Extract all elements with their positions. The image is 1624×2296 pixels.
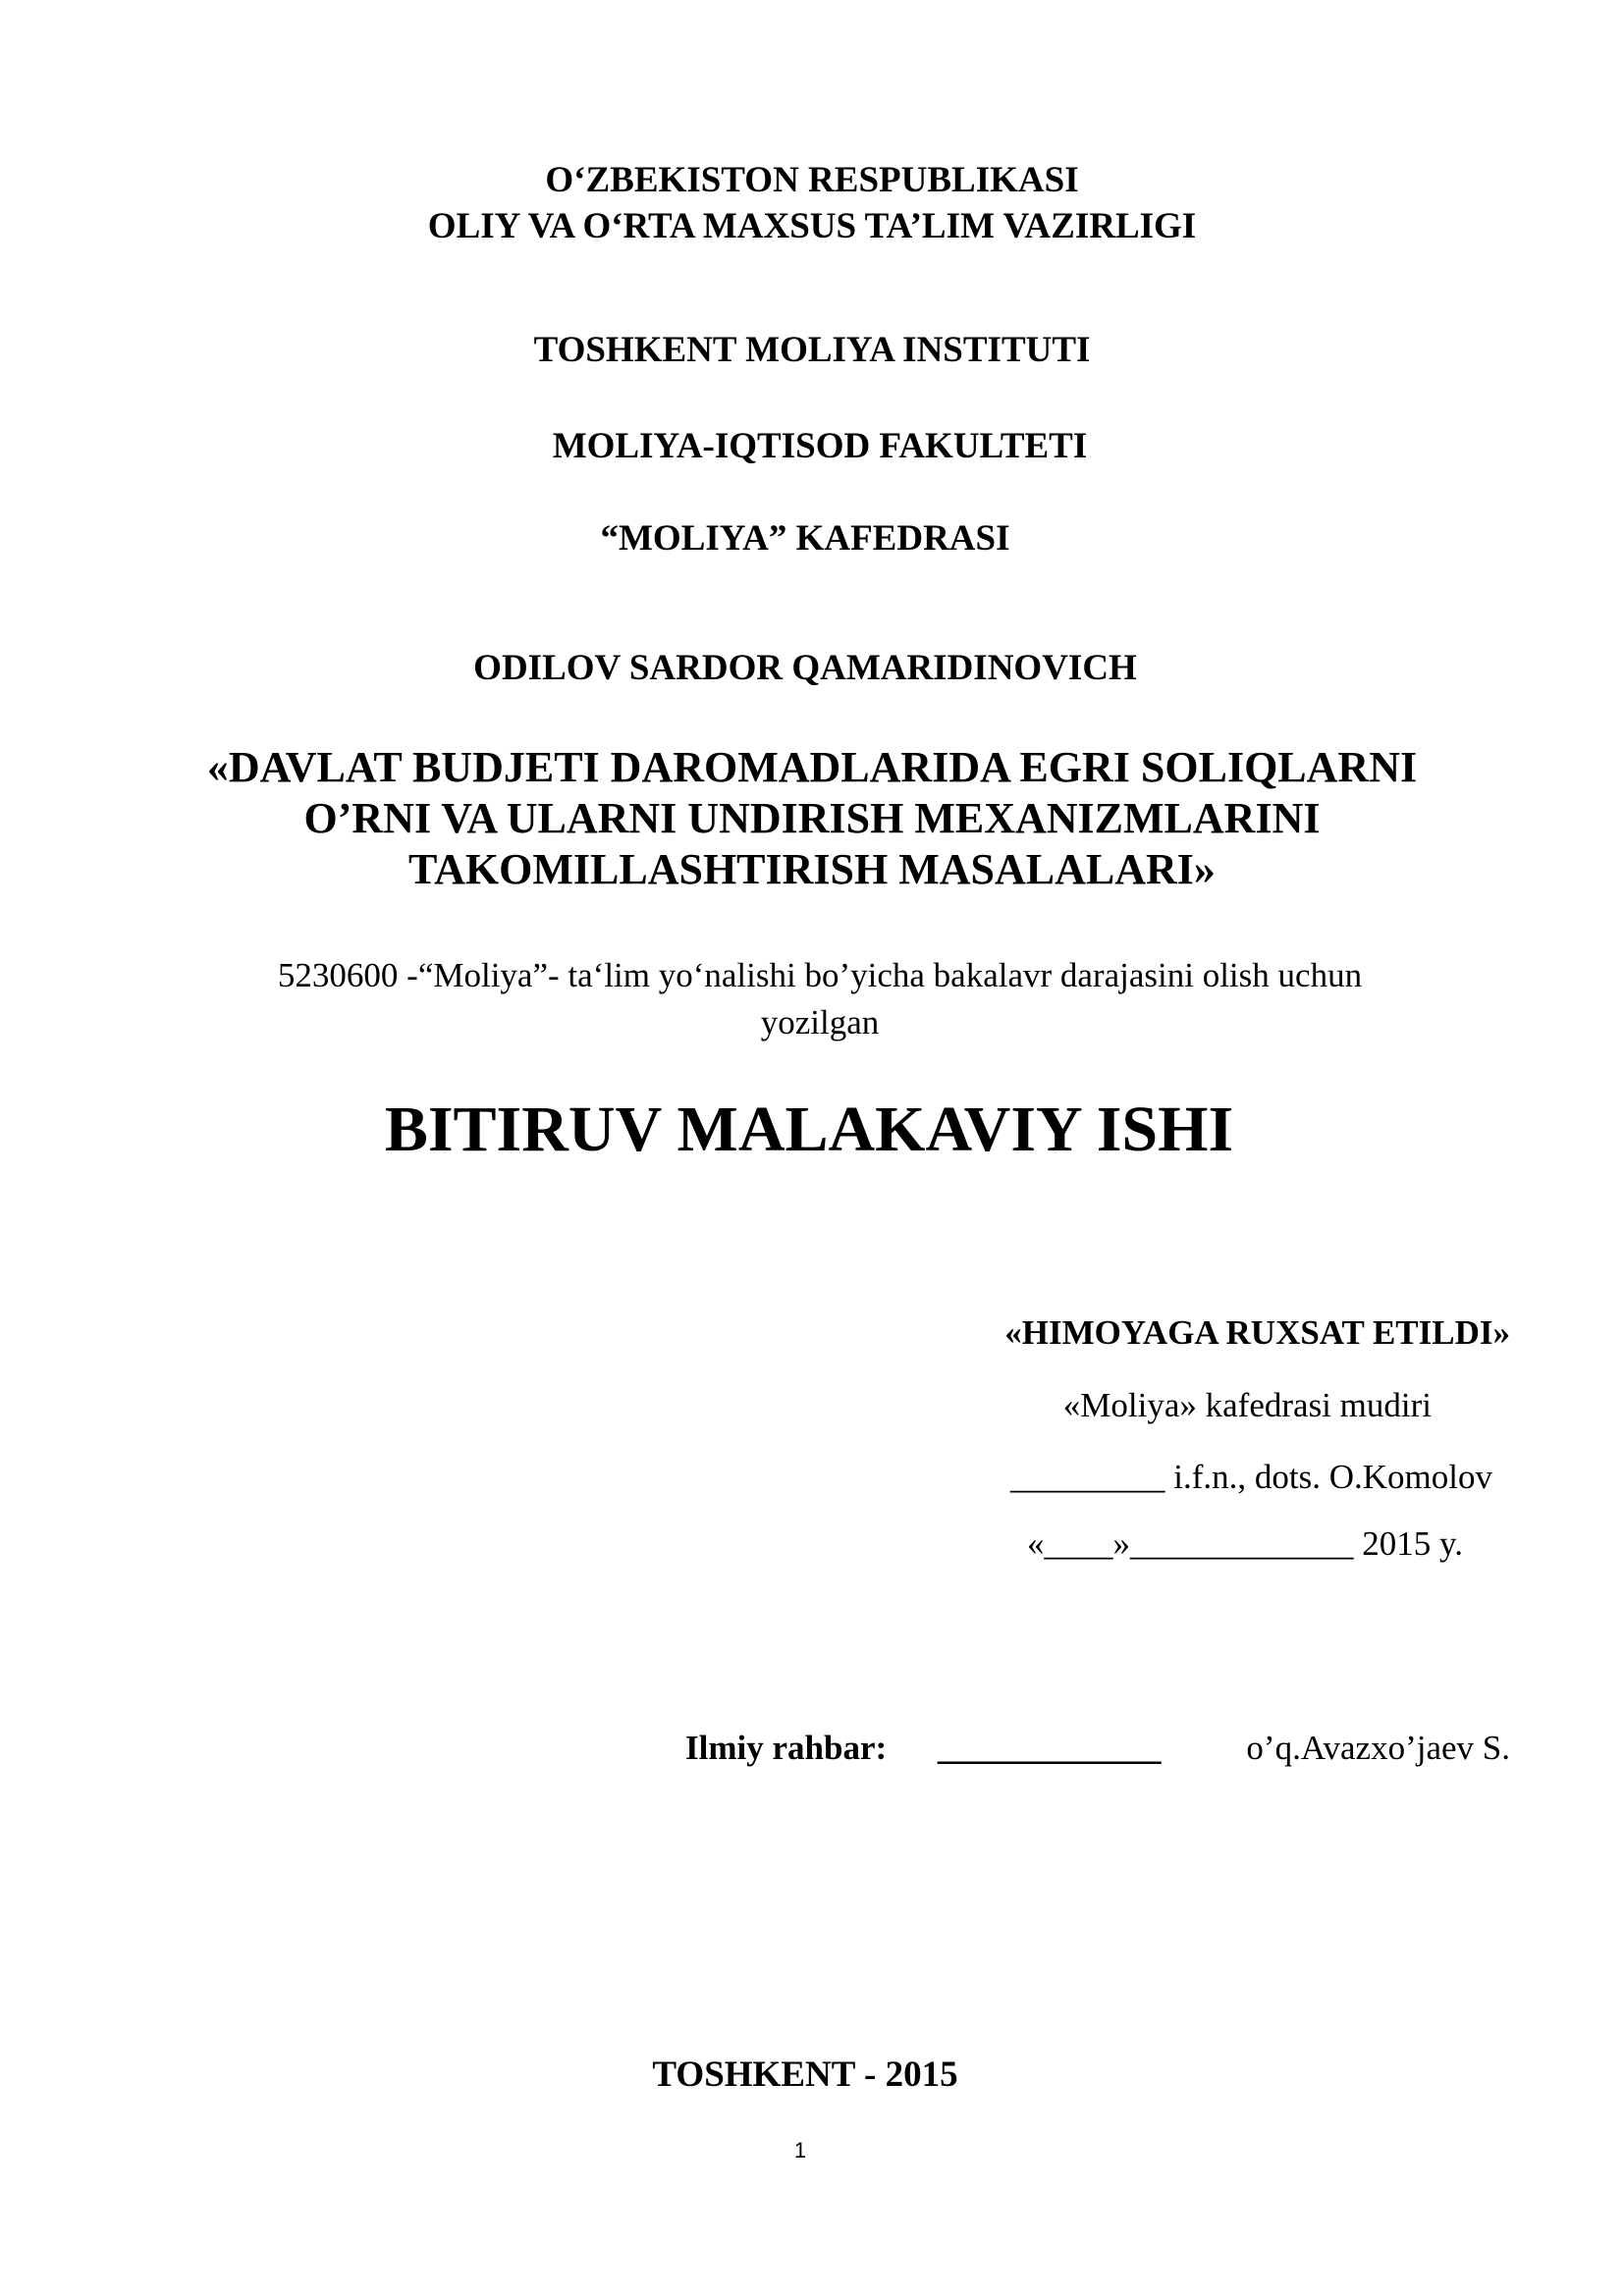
approval-date-line: «____»_____________ 2015 y. bbox=[1027, 1524, 1463, 1563]
work-type-title: BITIRUV MALAKAVIY ISHI bbox=[384, 1094, 1234, 1165]
supervisor-signature-blank: _____________ bbox=[938, 1729, 1162, 1767]
institute-name: TOSHKENT MOLIYA INSTITUTI bbox=[533, 330, 1091, 370]
approval-position: «Moliya» kafedrasi mudiri bbox=[1062, 1386, 1432, 1424]
purpose-line-1: 5230600 -“Moliya”- ta‘lim yo‘nalishi bo’yicha bakalavr darajasini olish uchun bbox=[277, 956, 1363, 994]
republic-name: O‘ZBEKISTON RESPUBLIKASI bbox=[545, 160, 1079, 200]
supervisor-name: o’q.Avazxo’jaev S. bbox=[1246, 1729, 1510, 1767]
page-number: 1 bbox=[793, 2138, 807, 2163]
thesis-title-line-2: O’RNI VA ULARNI UNDIRISH MEXANIZMLARINI bbox=[303, 794, 1321, 842]
faculty-name: MOLIYA-IQTISOD FAKULTETI bbox=[552, 426, 1088, 466]
approval-heading: «HIMOYAGA RUXSAT ETILDI» bbox=[1004, 1313, 1510, 1352]
city-year: TOSHKENT - 2015 bbox=[652, 2055, 958, 2095]
purpose-line-2: yozilgan bbox=[760, 1003, 880, 1041]
supervisor-label: Ilmiy rahbar: bbox=[685, 1729, 888, 1767]
department-name: “MOLIYA” KAFEDRASI bbox=[600, 518, 1010, 559]
thesis-title-line-3: TAKOMILLASHTIRISH MASALALARI» bbox=[408, 845, 1216, 893]
thesis-title-line-1: «DAVLAT BUDJETI DAROMADLARIDA EGRI SOLIQLARNI bbox=[206, 743, 1418, 791]
approval-signature-line: _________ i.f.n., dots. O.Komolov bbox=[1010, 1458, 1492, 1496]
ministry-name: OLIY VA O‘RTA MAXSUS TA’LIM VAZIRLIGI bbox=[427, 206, 1197, 246]
author-name: ODILOV SARDOR QAMARIDINOVICH bbox=[473, 648, 1137, 688]
